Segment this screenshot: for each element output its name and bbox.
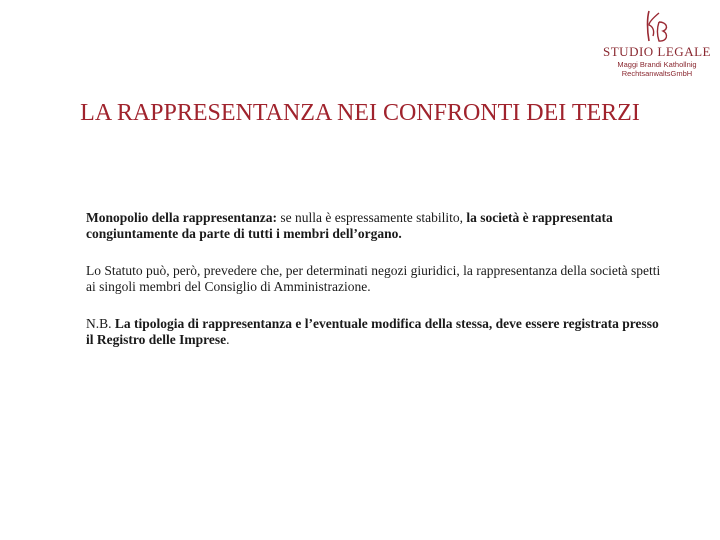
paragraph-monopoly bbox=[86, 210, 666, 241]
logo-title: STUDIO LEGALE bbox=[603, 44, 711, 59]
kb-monogram-icon bbox=[637, 8, 677, 44]
paragraph-statute: Lo Statuto può, però, prevedere che, per determinati negozi giuridici, la rappresentanza della società spetti ai singoli membri del Consiglio di Amministrazione. bbox=[86, 263, 661, 294]
paragraph-emphasis: la società è rappresentata congiuntamente da parte di tutti i membri dell’organo. bbox=[86, 210, 613, 241]
note-emphasis: La tipologia di rappresentanza e l’eventuale modifica della stessa, deve essere registrata presso il Registro delle Imprese bbox=[86, 316, 659, 347]
logo-subtitle-line1: Maggi Brandi Kathollnig bbox=[617, 60, 697, 69]
slide-body bbox=[86, 210, 666, 369]
company-logo bbox=[598, 8, 716, 78]
slide-title: LA RAPPRESENTANZA NEI CONFRONTI DEI TERZI bbox=[80, 100, 640, 126]
paragraph-note bbox=[86, 316, 666, 347]
paragraph-lead: Monopolio della rappresentanza: bbox=[86, 210, 278, 225]
paragraph-text: se nulla è espressamente stabilito, bbox=[277, 210, 467, 225]
note-end: . bbox=[226, 331, 230, 347]
logo-subtitle-line2: RechtsanwaltsGmbH bbox=[621, 69, 693, 78]
note-label: N.B. bbox=[86, 316, 115, 331]
